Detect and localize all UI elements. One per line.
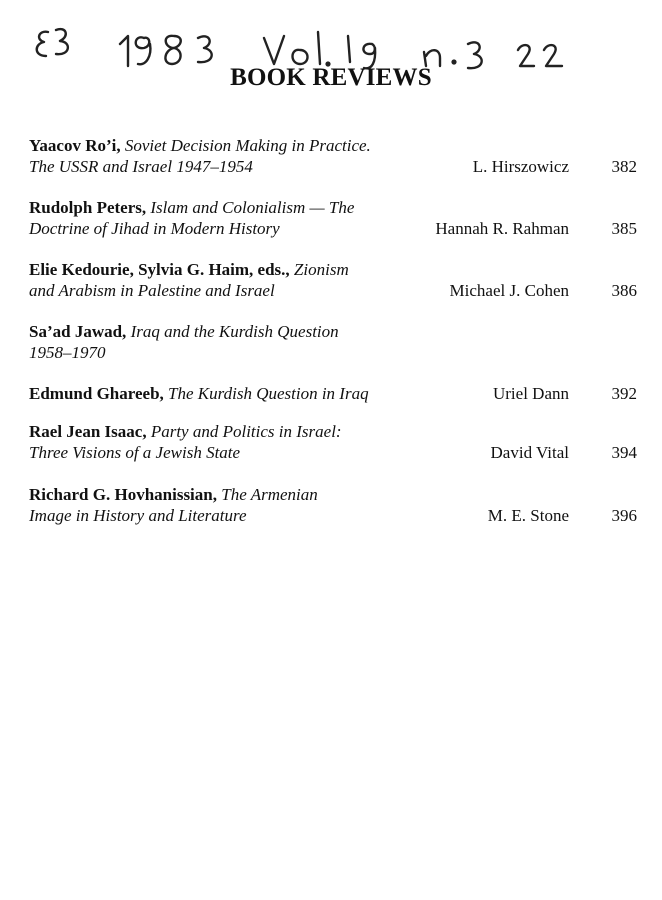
review-work	[29, 135, 449, 177]
review-title-part1: The Armenian	[221, 485, 318, 504]
review-page-number: 385	[611, 219, 637, 238]
review-title-part2: Image in History and Literature	[29, 506, 247, 525]
review-author: Edmund Ghareeb,	[29, 384, 164, 403]
review-entry	[29, 321, 641, 365]
review-title-part1: Islam and Colonialism — The	[150, 198, 355, 217]
review-reviewer: M. E. Stone	[487, 506, 569, 525]
review-line-1	[29, 421, 449, 442]
page-title: BOOK REVIEWS	[230, 64, 432, 91]
review-title-part1: Soviet Decision Making in Practice.	[124, 136, 371, 155]
review-work	[29, 421, 449, 463]
review-reviewer: Hannah R. Rahman	[435, 219, 569, 238]
review-author: Rael Jean Isaac,	[29, 422, 147, 441]
review-line-1	[29, 135, 449, 156]
review-line-1	[29, 383, 449, 404]
review-reviewer: Uriel Dann	[492, 384, 569, 403]
review-author: Richard G. Hovhanissian,	[29, 485, 217, 504]
review-entry	[29, 259, 641, 303]
review-entry	[29, 484, 641, 528]
review-title-part2: and Arabism in Palestine and Israel	[29, 281, 275, 300]
review-title-part1: Zionism	[293, 260, 349, 279]
review-page-number: 386	[611, 281, 637, 300]
review-page-number: 392	[611, 384, 637, 403]
review-work	[29, 259, 449, 301]
review-line-1	[29, 197, 449, 218]
review-author: Sa’ad Jawad,	[29, 322, 127, 341]
review-page-number: 396	[611, 506, 637, 525]
review-work	[29, 197, 449, 239]
review-page-number: 382	[611, 157, 637, 176]
review-entry	[29, 197, 641, 241]
review-title-part2: Three Visions of a Jewish State	[29, 443, 241, 462]
review-title-part1: The Kurdish Question in Iraq	[168, 384, 369, 403]
review-title-part2: Doctrine of Jihad in Modern History	[29, 219, 280, 238]
review-work	[29, 484, 449, 526]
review-reviewer: David Vital	[490, 443, 569, 462]
review-work	[29, 321, 449, 363]
review-reviewer: Michael J. Cohen	[449, 281, 569, 300]
review-title-part2: 1958–1970	[29, 343, 106, 362]
review-author: Rudolph Peters,	[29, 198, 147, 217]
review-author: Elie Kedourie, Sylvia G. Haim, eds.,	[29, 260, 290, 279]
review-line-1	[29, 484, 449, 505]
review-entry	[29, 135, 641, 179]
review-author: Yaacov Ro’i,	[29, 136, 121, 155]
review-reviewer: L. Hirszowicz	[472, 157, 569, 176]
review-line-1	[29, 321, 449, 342]
review-title-part1: Party and Politics in Israel:	[150, 422, 342, 441]
review-line-1	[29, 259, 449, 280]
review-title-part1: Iraq and the Kurdish Question	[130, 322, 339, 341]
review-work	[29, 383, 449, 404]
review-entry	[29, 421, 641, 465]
review-title-part2: The USSR and Israel 1947–1954	[29, 157, 253, 176]
review-page-number: 394	[611, 443, 637, 462]
